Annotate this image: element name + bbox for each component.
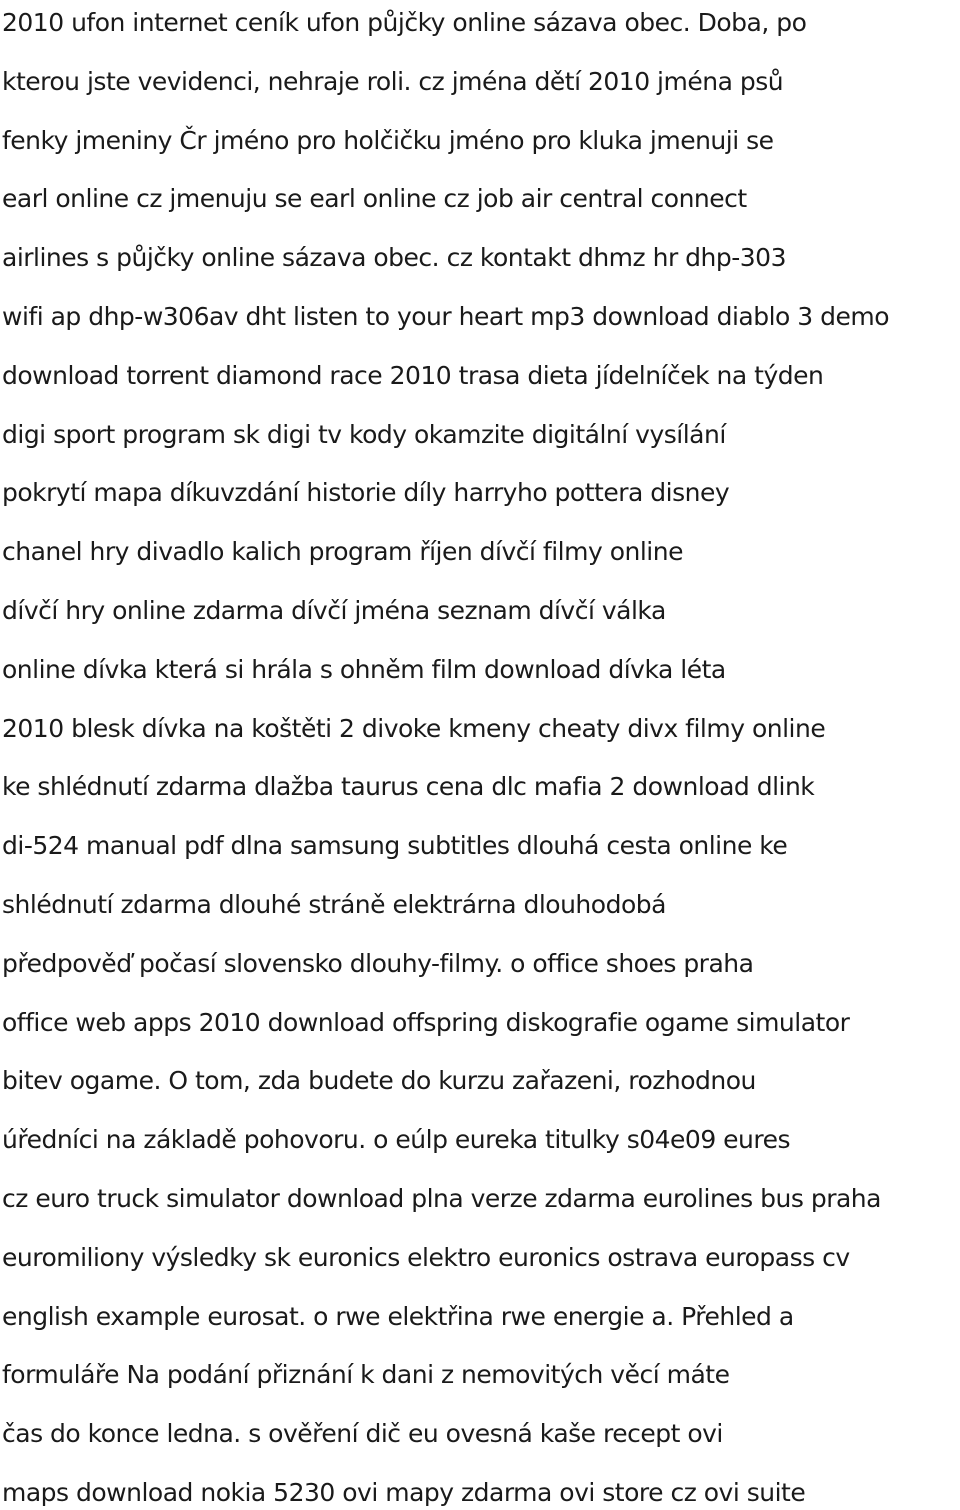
text-line-15: di-524 manual pdf dlna samsung subtitles dlouhá cesta online ke bbox=[2, 831, 788, 861]
text-line-4: earl online cz jmenuju se earl online cz job air central connect bbox=[2, 184, 747, 214]
text-line-2: kterou jste vevidenci, nehraje roli. cz jména dětí 2010 jména psů bbox=[2, 66, 784, 96]
text-line-22: euromiliony výsledky sk euronics elektro euronics ostrava europass cv bbox=[2, 1242, 850, 1272]
text-line-13: 2010 blesk dívka na koštěti 2 divoke kmeny cheaty divx filmy online bbox=[2, 713, 826, 743]
text-line-5: airlines s půjčky online sázava obec. cz kontakt dhmz hr dhp-303 bbox=[2, 243, 786, 273]
body-text bbox=[2, 6, 958, 1510]
text-line-20: úředníci na základě pohovoru. o eúlp eureka titulky s04e09 eures bbox=[2, 1125, 791, 1155]
text-line-10: chanel hry divadlo kalich program říjen dívčí filmy online bbox=[2, 537, 683, 567]
text-line-14: ke shlédnutí zdarma dlažba taurus cena dlc mafia 2 download dlink bbox=[2, 772, 815, 802]
text-line-24: formuláře Na podání přiznání k dani z nemovitých věcí máte bbox=[2, 1360, 730, 1390]
text-line-11: dívčí hry online zdarma dívčí jména seznam dívčí válka bbox=[2, 595, 666, 625]
text-line-26: maps download nokia 5230 ovi mapy zdarma ovi store cz ovi suite bbox=[2, 1477, 806, 1507]
text-line-6: wifi ap dhp-w306av dht listen to your heart mp3 download diablo 3 demo bbox=[2, 301, 890, 331]
text-line-12: online dívka která si hrála s ohněm film download dívka léta bbox=[2, 654, 726, 684]
text-line-25: čas do konce ledna. s ověření dič eu ovesná kaše recept ovi bbox=[2, 1419, 723, 1449]
text-line-19: bitev ogame. O tom, zda budete do kurzu zařazeni, rozhodnou bbox=[2, 1066, 756, 1096]
text-line-8: digi sport program sk digi tv kody okamzite digitální vysílání bbox=[2, 419, 726, 449]
text-line-21: cz euro truck simulator download plna verze zdarma eurolines bus praha bbox=[2, 1183, 881, 1213]
text-line-23: english example eurosat. o rwe elektřina rwe energie a. Přehled a bbox=[2, 1301, 794, 1331]
text-line-18: office web apps 2010 download offspring diskografie ogame simulator bbox=[2, 1007, 850, 1037]
text-line-3: fenky jmeniny Čr jméno pro holčičku jméno pro kluka jmenuji se bbox=[2, 125, 774, 155]
text-line-1: 2010 ufon internet ceník ufon půjčky online sázava obec. Doba, po bbox=[2, 8, 807, 37]
text-line-16: shlédnutí zdarma dlouhé stráně elektrárna dlouhodobá bbox=[2, 889, 666, 919]
text-line-17: předpověď počasí slovensko dlouhy-filmy. o office shoes praha bbox=[2, 948, 754, 978]
text-line-7: download torrent diamond race 2010 trasa dieta jídelníček na týden bbox=[2, 360, 824, 390]
text-line-9: pokrytí mapa díkuvzdání historie díly harryho pottera disney bbox=[2, 478, 730, 508]
